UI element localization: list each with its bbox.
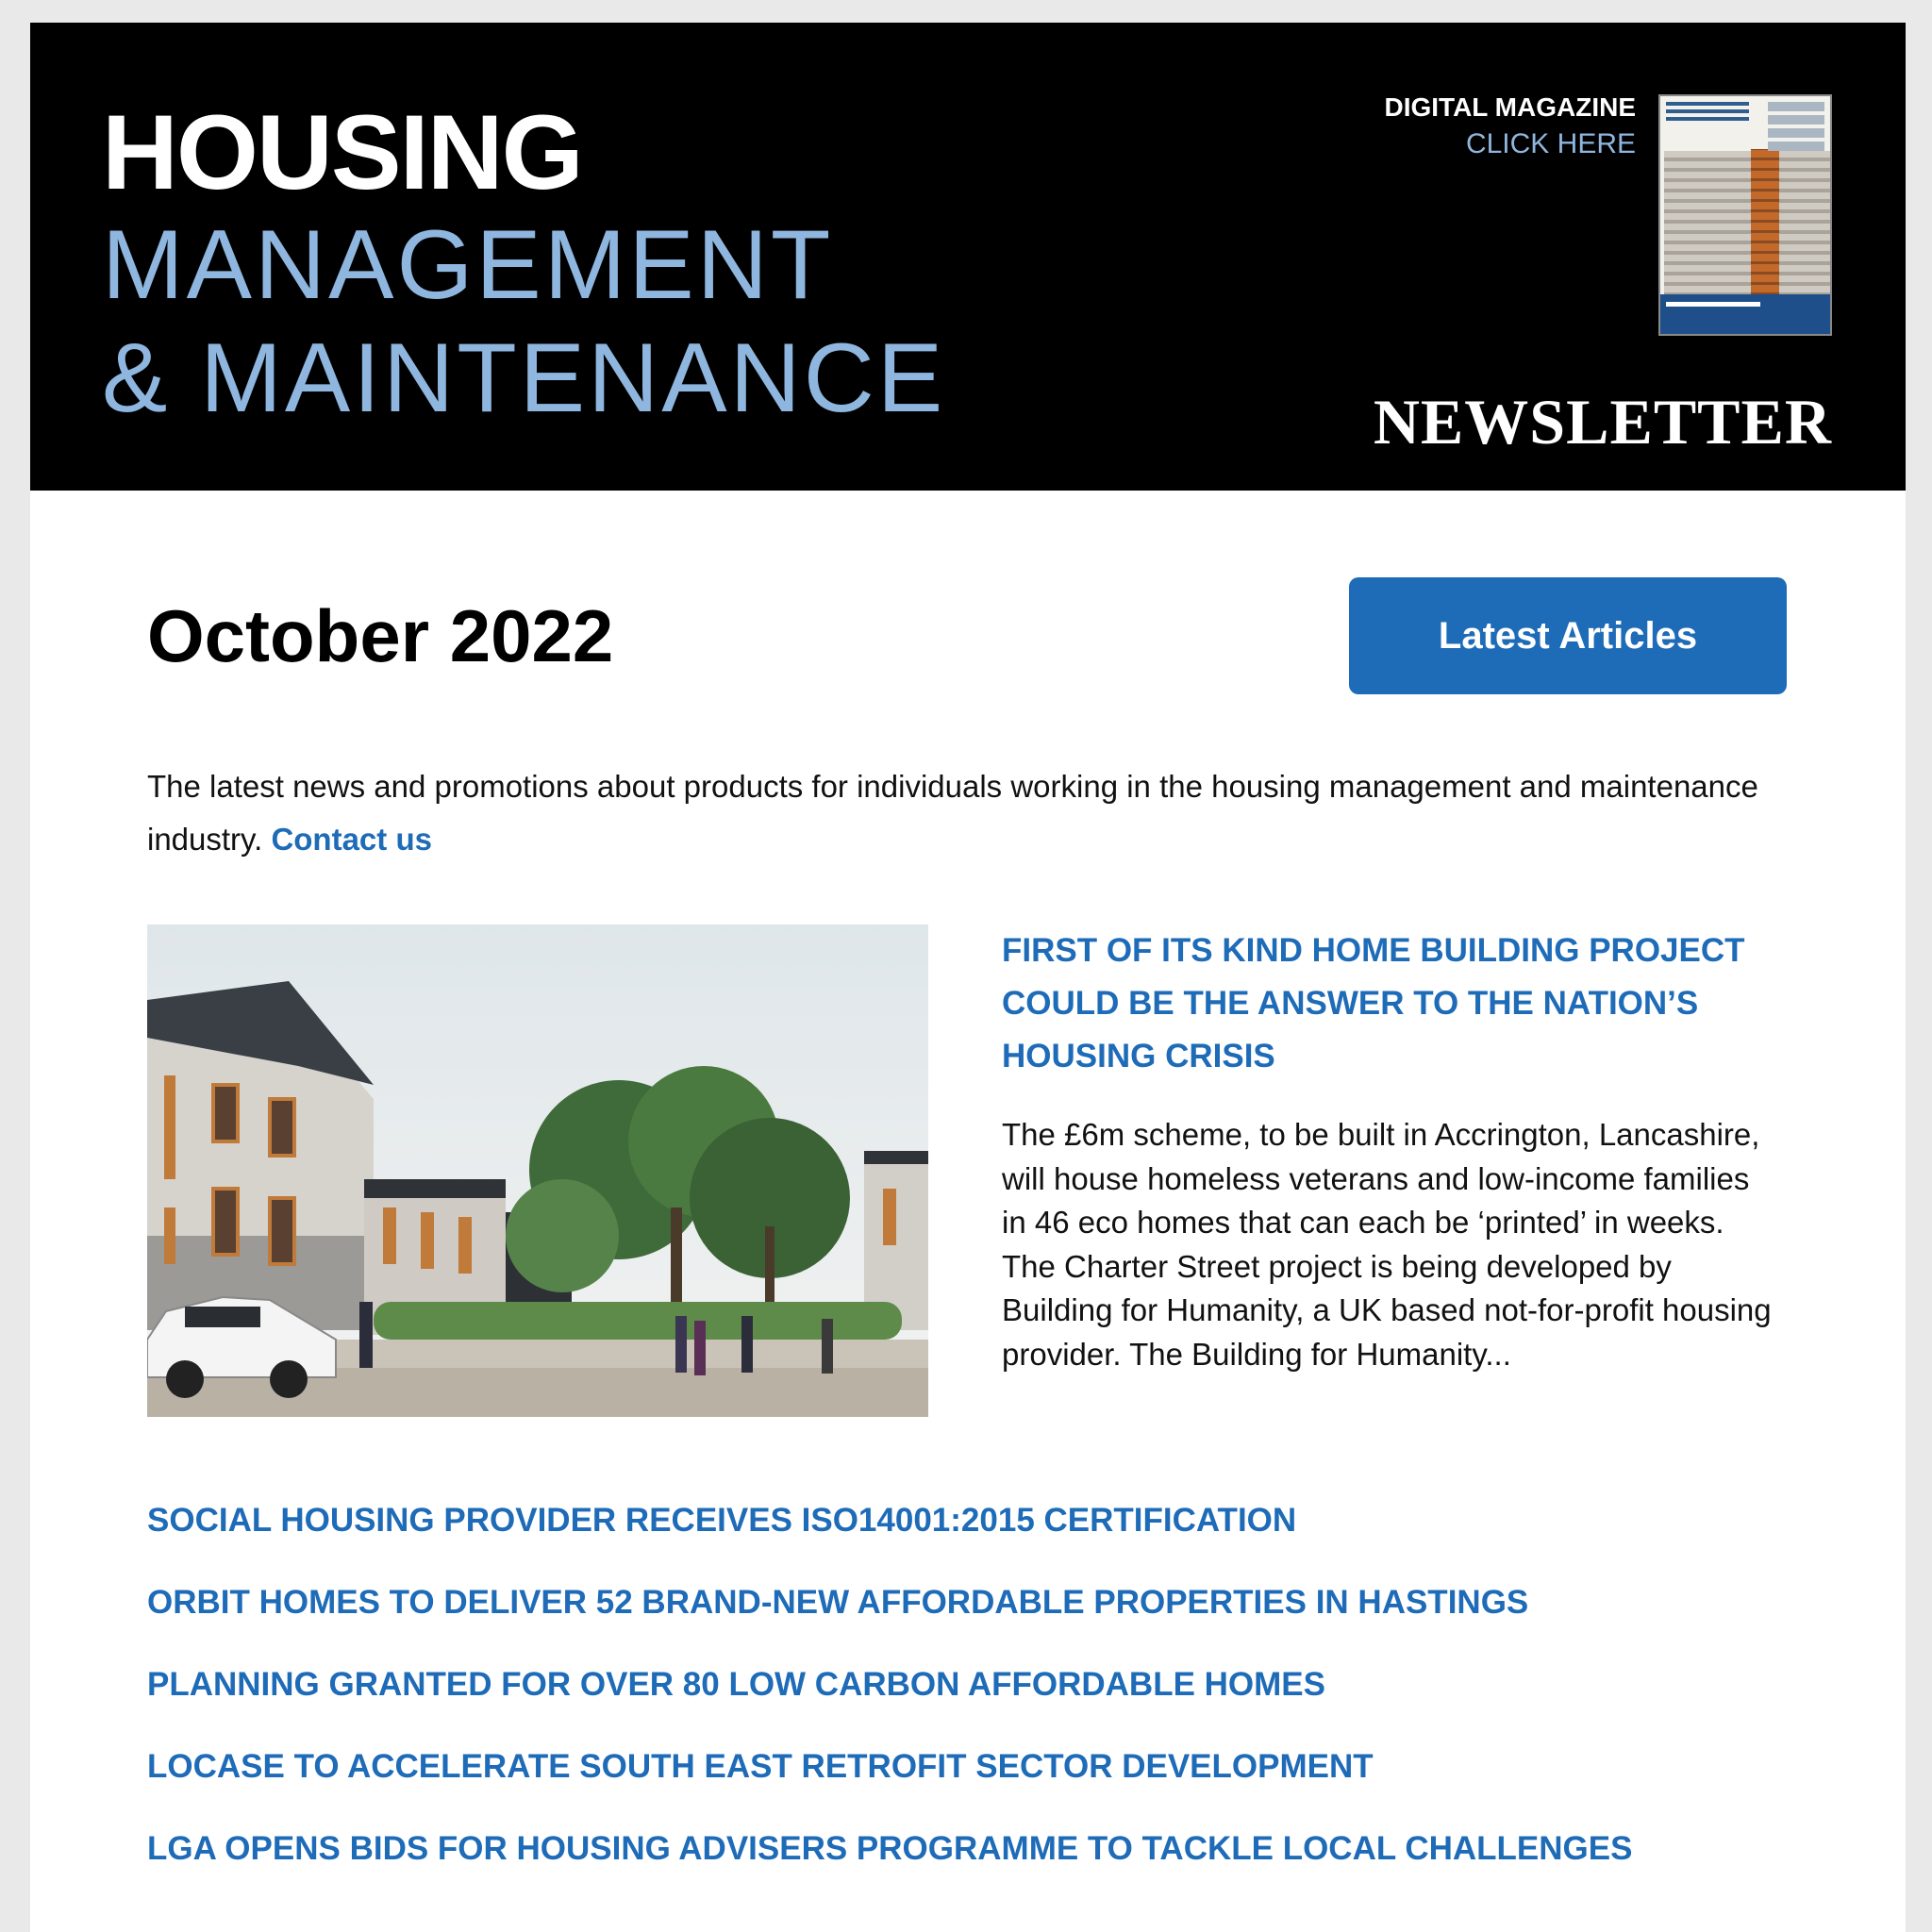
masthead xyxy=(30,23,1906,491)
brand-line-management: MANAGEMENT xyxy=(102,210,834,320)
feature-article-image[interactable] xyxy=(147,924,928,1417)
intro-paragraph xyxy=(147,760,1826,866)
cover-masthead-mark xyxy=(1666,102,1749,130)
newsletter-frame xyxy=(30,23,1906,1932)
cover-contents-mark xyxy=(1768,102,1824,168)
newsletter-label: NEWSLETTER xyxy=(1373,386,1832,458)
latest-articles-button[interactable]: Latest Articles xyxy=(1349,577,1787,694)
digital-magazine-click-here-link[interactable]: CLICK HERE xyxy=(1465,128,1636,159)
issue-date-heading: October 2022 xyxy=(147,594,614,677)
feature-article-summary: The £6m scheme, to be built in Accrington, Lancashire, will house homeless veterans and low-income families in 46 eco homes that can each be ‘printed’ in weeks. The Charter Street project is being developed by Building for Humanity, a UK based not-for-profit housing provider. The Building for Humanity... xyxy=(1002,1117,1772,1372)
feature-image-illustration xyxy=(147,924,928,1417)
magazine-cover-thumbnail[interactable] xyxy=(1658,94,1832,336)
headline-link[interactable]: LGA OPENS BIDS FOR HOUSING ADVISERS PROGRAMME TO TACKLE LOCAL CHALLENGES xyxy=(147,1830,1633,1867)
headline-link[interactable]: ORBIT HOMES TO DELIVER 52 BRAND-NEW AFFORDABLE PROPERTIES IN HASTINGS xyxy=(147,1584,1529,1621)
digital-magazine-label: DIGITAL MAGAZINE xyxy=(1384,92,1636,122)
brand-line-maintenance: & MAINTENANCE xyxy=(102,324,946,433)
intro-text: The latest news and promotions about products for individuals working in the housing management and maintenance industry. xyxy=(147,769,1758,857)
headline-link[interactable]: PLANNING GRANTED FOR OVER 80 LOW CARBON AFFORDABLE HOMES xyxy=(147,1666,1325,1703)
headline-link[interactable]: SOCIAL HOUSING PROVIDER RECEIVES ISO14001:2015 CERTIFICATION xyxy=(147,1502,1297,1539)
contact-us-link[interactable]: Contact us xyxy=(271,822,432,857)
brand-line-housing: HOUSING xyxy=(102,93,582,211)
feature-article-title-link[interactable]: FIRST OF ITS KIND HOME BUILDING PROJECT COULD BE THE ANSWER TO THE NATION’S HOUSING CRISIS xyxy=(1002,932,1745,1074)
cover-banner xyxy=(1660,294,1830,334)
headline-link[interactable]: LOCASE TO ACCELERATE SOUTH EAST RETROFIT SECTOR DEVELOPMENT xyxy=(147,1748,1374,1785)
